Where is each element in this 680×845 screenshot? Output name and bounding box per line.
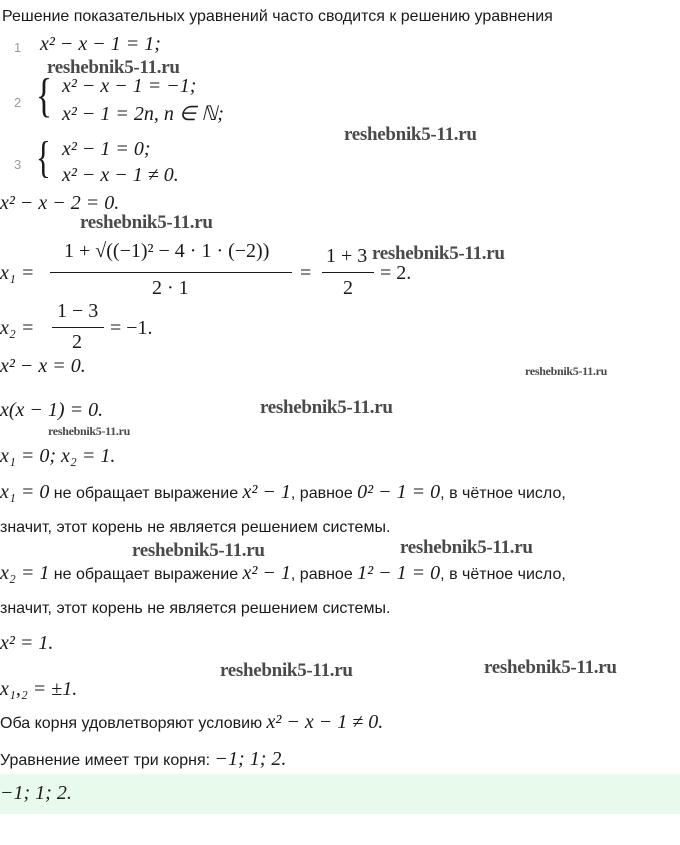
math-inline: x² − x − 1 ≠ 0. [266,711,384,733]
watermark: reshebnik5-11.ru [132,540,265,561]
item3-line2: x² − x − 1 ≠ 0. [62,164,179,186]
text-inline: , равное [290,566,358,583]
text-inline: Оба корня удовлетворяют условию [0,715,267,732]
item-number: 1 [14,40,22,55]
text-inline: , в чётное число, [440,485,566,502]
watermark: reshebnik5-11.ru [48,424,130,438]
answer-box [0,774,680,814]
x1-result: = 2. [380,262,412,284]
x1-equals: = [300,262,312,284]
x2-numerator: 1 − 3 [57,300,99,322]
fraction-bar [322,272,374,273]
math-inline: x² − 1 [242,562,291,584]
item-number: 3 [14,157,22,172]
paragraph-root2 [0,562,566,585]
x2-lhs: x₂ = [0,317,35,339]
fraction-bar [52,327,104,328]
system-brace: { [36,69,53,122]
quadratic-equation: x² − x − 2 = 0. [0,192,120,214]
both-roots-line [0,711,383,734]
answer-value: −1; 1; 2. [0,782,72,804]
intro-text: Решение показательных уравнений часто сводится к решению уравнения [2,8,553,25]
item2-line1: x² − x − 1 = −1; [62,75,197,97]
roots-line: x₁ = 0; x₂ = 1. [0,445,116,467]
item3-line1: x² − 1 = 0; [62,138,151,160]
system-brace: { [36,133,51,182]
x1-lhs: x₁ = [0,262,35,284]
equation-x2-1: x² = 1. [0,632,54,654]
watermark: reshebnik5-11.ru [400,537,533,558]
watermark: reshebnik5-11.ru [484,657,617,678]
item1-equation: x² − x − 1 = 1; [40,33,161,55]
text-inline: не обращает выражение [49,485,243,502]
equation-pm: x₁,₂ = ±1. [0,678,78,700]
fraction-bar [50,272,292,273]
watermark: reshebnik5-11.ru [260,397,393,418]
x1-numerator: 1 + √((−1)² − 4 · 1 · (−2)) [64,240,270,262]
math-inline: −1; 1; 2. [214,748,287,770]
paragraph-root2-line2: значит, этот корень не является решением системы. [0,600,391,617]
x1-denominator: 2 · 1 [152,277,189,299]
math-inline: 1² − 1 = 0 [357,562,441,584]
watermark: reshebnik5-11.ru [344,124,477,145]
text-inline: не обращает выражение [49,566,243,583]
math-inline: x₂ = 1 [0,562,50,584]
item-number: 2 [14,95,22,110]
text-inline: , в чётное число, [440,566,566,583]
paragraph-root1 [0,481,566,504]
watermark: reshebnik5-11.ru [220,660,353,681]
math-inline: x² − 1 [242,481,291,503]
math-inline: 0² − 1 = 0 [357,481,441,503]
equation-xx: x² − x = 0. [0,355,86,377]
text-inline: , равное [290,485,358,502]
watermark: reshebnik5-11.ru [372,243,505,264]
text-inline: Уравнение имеет три корня: [0,752,215,769]
three-roots-line [0,748,286,771]
x1-numerator2: 1 + 3 [326,245,368,267]
x2-result: = −1. [110,317,153,339]
x2-denominator: 2 [72,331,82,353]
watermark: reshebnik5-11.ru [525,364,607,378]
math-inline: x₁ = 0 [0,481,50,503]
watermark: reshebnik5-11.ru [80,212,213,233]
x1-denominator2: 2 [343,277,353,299]
paragraph-root1-line2: значит, этот корень не является решением системы. [0,519,391,536]
watermark: reshebnik5-11.ru [47,57,180,78]
equation-factor: x(x − 1) = 0. [0,399,104,421]
item2-line2: x² − 1 = 2n, n ∈ ℕ; [62,103,224,125]
